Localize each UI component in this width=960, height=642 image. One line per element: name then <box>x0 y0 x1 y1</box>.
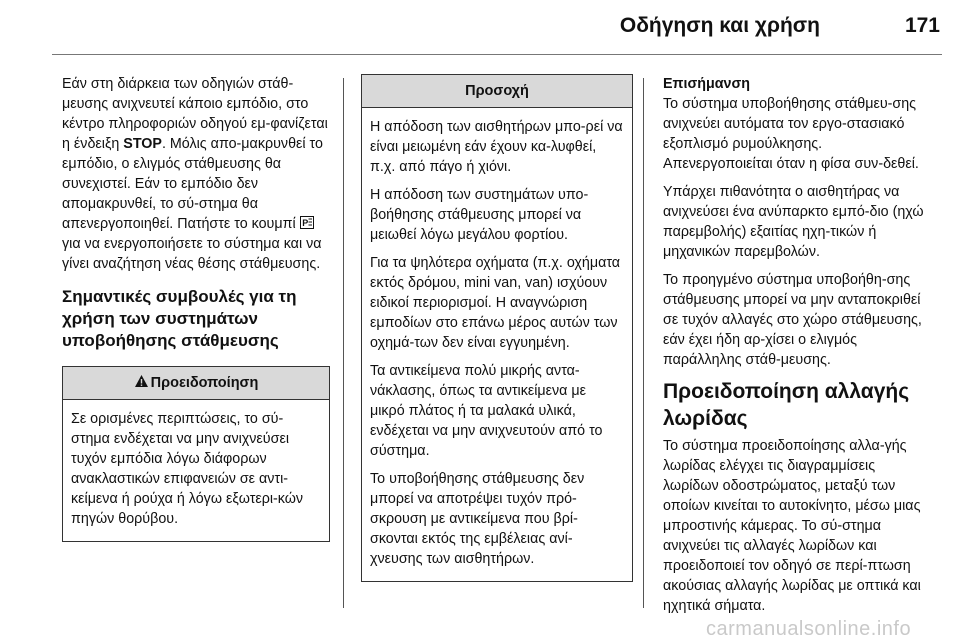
caution-box <box>361 74 633 582</box>
warning-box-body <box>63 400 329 541</box>
page-number: 171 <box>904 14 940 37</box>
column-divider-right <box>643 78 644 608</box>
watermark-text: carmanualsonline.info <box>706 618 912 640</box>
caution-paragraph: Η απόδοση των συστημάτων υπο-βοήθησης στάθμευσης μπορεί να μειωθεί λόγω μεγάλου φορτίου. <box>370 187 589 243</box>
caution-box-body <box>362 108 632 581</box>
middle-column <box>361 74 633 582</box>
warning-box <box>62 366 330 542</box>
lane-change-text: Το σύστημα προειδοποίησης αλλα-γής λωρίδας ελέγχει τις διαγραμμίσεις λωρίδων οδοστρώματος, μεταξύ των οποίων κινείται το αυτοκίνητο, μέσω μιας μπροστινής κάμερας. Το σύ-στημα ανιχνεύει τις αλλαγές λωρίδων και προειδοποιεί τον οδηγό σε περί-πτωση ακούσιας αλλαγής λωρίδας με οπτικά και ηχητικά σήματα. <box>663 438 921 614</box>
page-header-title: Οδήγηση και χρήση <box>619 14 820 37</box>
left-column <box>62 74 330 542</box>
svg-text:P: P <box>301 218 308 228</box>
column-divider-left <box>343 78 344 608</box>
intro-paragraph: Εάν στη διάρκεια των οδηγιών στάθ-μευσης ανιχνευτεί κάποιο εμπόδιο, στο κέντρο πληροφοριών οδηγού εμ-φανίζεται η ένδειξη STOP. Μόλις απο-μακρυνθεί το εμπόδιο, ο ελιγμός στάθμευσης θα συνεχιστεί. Εάν το εμπόδιο δεν απομακρυνθεί, το σύ-στημα θα απενεργοποιηθεί. Πατήστε το κουμπί P για να ενεργοποιήσετε το σύστημα και να γίνει αναζήτηση νέας θέσης στάθμευσης. <box>62 76 328 272</box>
caution-paragraph: Τα αντικείμενα πολύ μικρής αντα-νάκλασης, όπως τα αντικείμενα με μικρό πλάτος ή τα μαλακά υλικά, ενδέχεται να μην ανιχνευτούν από το σύστημα. <box>370 363 603 459</box>
section-subheading: Σημαντικές συμβουλές για τη χρήση των συστημάτων υποβοήθησης στάθμευσης <box>62 287 297 350</box>
caution-paragraph: Η απόδοση των αισθητήρων μπο-ρεί να είναι μειωμένη εάν έχουν κα-λυφθεί, π.χ. από πάγο ή χιόνι. <box>370 119 623 175</box>
caution-paragraph: Για τα ψηλότερα οχήματα (π.χ. οχήματα εκτός δρόμου, mini van, van) ισχύουν ειδικοί περιορισμοί. Η αναγνώριση εμποδίων στο επάνω μέρος αυτών των οχημά-των δεν είναι εγγυημένη. <box>370 255 621 351</box>
warning-triangle-icon <box>134 374 149 388</box>
warning-box-header <box>63 367 329 400</box>
header-divider <box>52 54 942 55</box>
right-column <box>663 74 931 624</box>
caution-paragraph: Το υποβοήθησης στάθμευσης δεν μπορεί να αποτρέψει τυχόν πρό-σκρουση με αντικείμενα που βρί-σκονται εκτός της εμβέλειας ανί-χνευσης των αισθητήρων. <box>370 471 585 567</box>
stop-keyword: STOP <box>123 136 162 152</box>
lane-change-heading: Προειδοποίηση αλλαγής λωρίδας <box>663 380 910 430</box>
note-title: Επισήμανση <box>663 76 750 92</box>
note-paragraph: Το προηγμένο σύστημα υποβοήθη-σης στάθμευσης μπορεί να μην ανταποκριθεί σε τυχόν αλλαγές στο χώρο στάθμευσης, εάν έχει ήδη αρ-χίσει ο ελιγμός παράλληλης στάθ-μευσης. <box>663 272 922 368</box>
note-paragraph: Υπάρχει πιθανότητα ο αισθητήρας να ανιχνεύσει ένα ανύπαρκτο εμπό-διο (ηχώ παρεμβολής) εξαιτίας ηχη-τικών ή μηχανικών παρεμβολών. <box>663 184 924 260</box>
caution-box-header: Προσοχή <box>362 75 632 108</box>
parking-assist-button-icon <box>300 216 314 229</box>
warning-text: Σε ορισμένες περιπτώσεις, το σύ-στημα ενδέχεται να μην ανιχνεύσει τυχόν εμπόδια λόγω διάφορων ανακλαστικών επιφανειών σε αντι-κείμενα ή ρούχα ή λόγω εξωτερι-κών πηγών θορύβου. <box>71 411 304 527</box>
warning-title: Προειδοποίηση <box>150 375 259 391</box>
note-paragraph: Το σύστημα υποβοήθησης στάθμευ-σης ανιχνεύει αυτόματα τον εργο-στασιακό εξοπλισμό ρυμούλκησης. Απενεργοποιείται όταν η φίσα συν-δεθεί. <box>663 96 919 172</box>
